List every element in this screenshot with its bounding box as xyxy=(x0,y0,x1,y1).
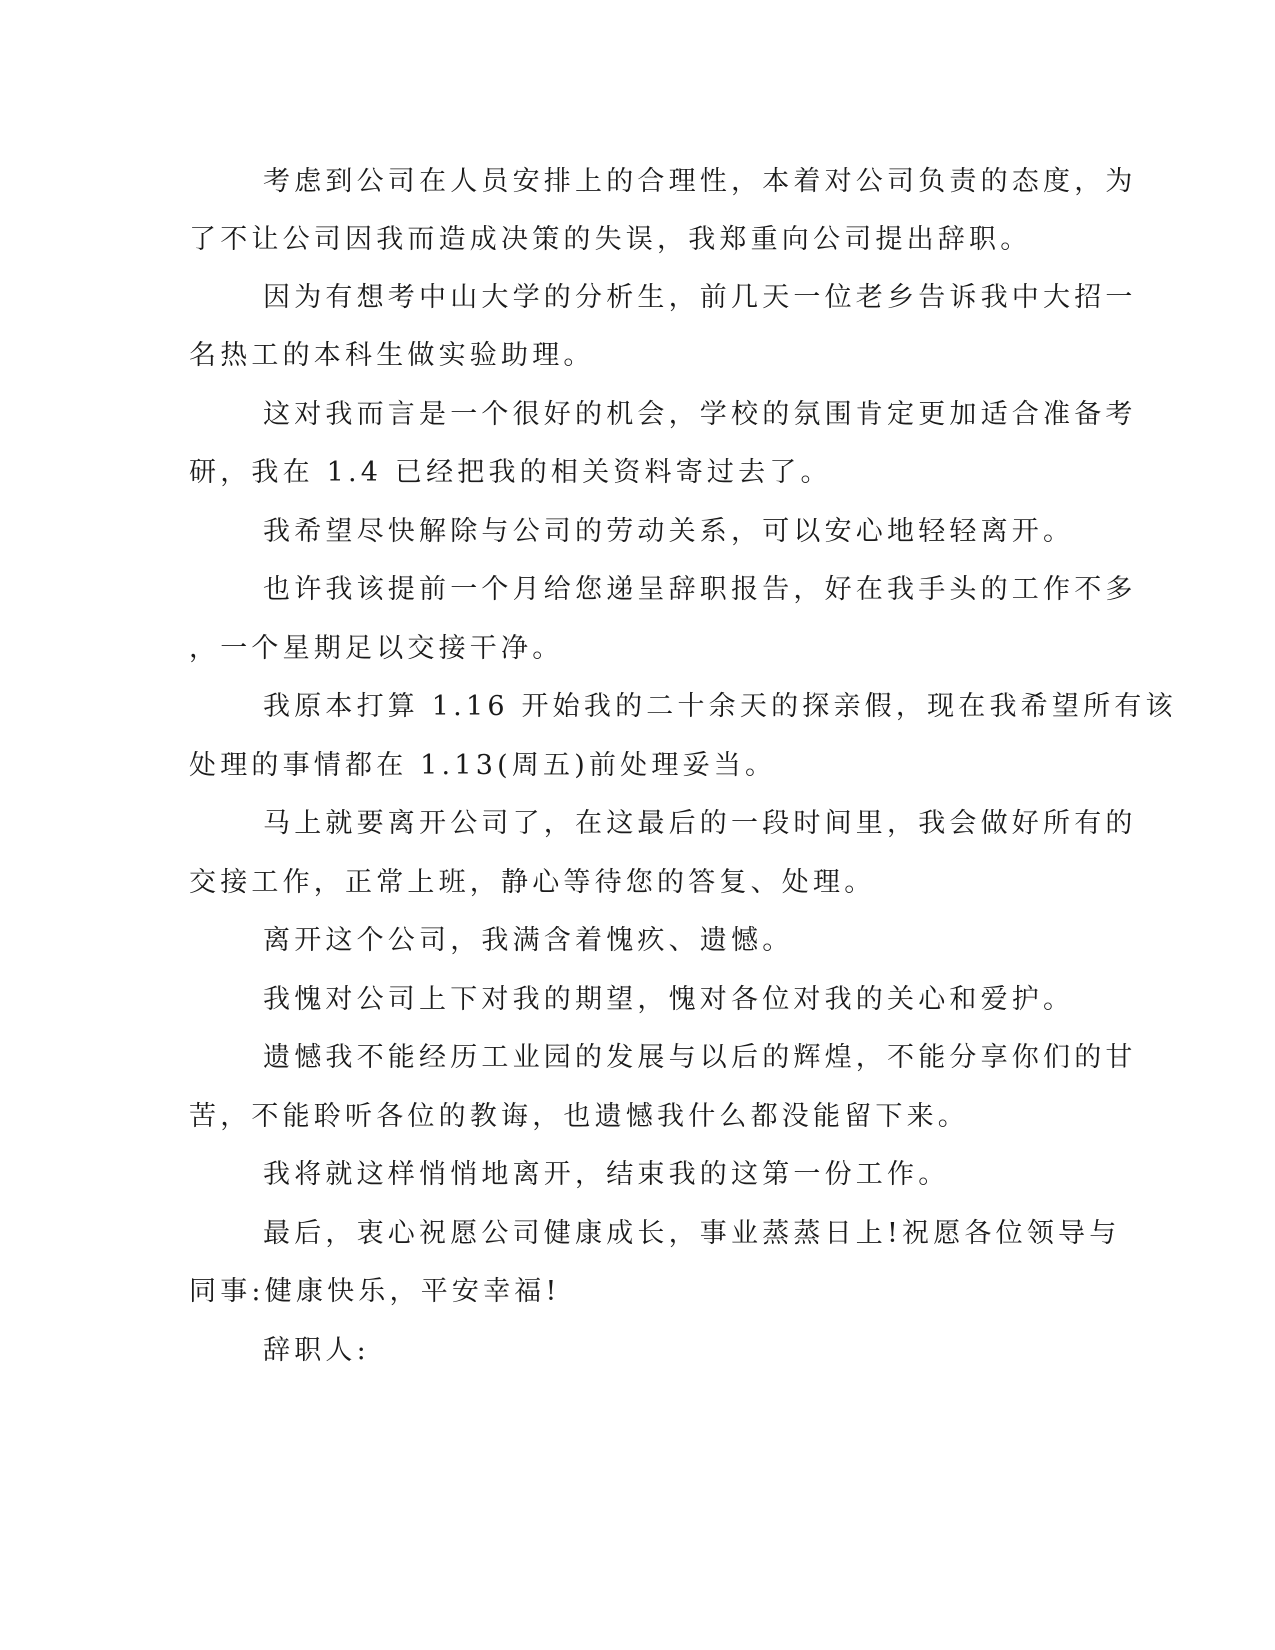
paragraph-line: 处理的事情都在 1.13(周五)前处理妥当。 xyxy=(189,750,777,781)
paragraph-line: 我希望尽快解除与公司的劳动关系，可以安心地轻轻离开。 xyxy=(263,516,1075,547)
paragraph-line: 也许我该提前一个月给您递呈辞职报告，好在我手头的工作不多 xyxy=(263,574,1137,605)
paragraph-line: 马上就要离开公司了，在这最后的一段时间里，我会做好所有的 xyxy=(263,808,1137,839)
paragraph-line: ，一个星期足以交接干净。 xyxy=(189,633,564,664)
paragraph-line: 我愧对公司上下对我的期望，愧对各位对我的关心和爱护。 xyxy=(263,984,1075,1015)
paragraph-line: 考虑到公司在人员安排上的合理性，本着对公司负责的态度，为 xyxy=(263,166,1137,197)
paragraph-line: 苦，不能聆听各位的教诲，也遗憾我什么都没能留下来。 xyxy=(189,1101,969,1132)
paragraph-line: 我原本打算 1.16 开始我的二十余天的探亲假，现在我希望所有该 xyxy=(263,691,1177,722)
paragraph-line: 了不让公司因我而造成决策的失误，我郑重向公司提出辞职。 xyxy=(189,224,1032,255)
paragraph-line: 同事:健康快乐，平安幸福! xyxy=(189,1276,561,1307)
paragraph-line: 研，我在 1.4 已经把我的相关资料寄过去了。 xyxy=(189,457,832,488)
paragraph-line: 因为有想考中山大学的分析生，前几天一位老乡告诉我中大招一 xyxy=(263,282,1137,313)
paragraph-line: 最后，衷心祝愿公司健康成长，事业蒸蒸日上!祝愿各位领导与 xyxy=(263,1218,1121,1249)
paragraph-line: 这对我而言是一个很好的机会，学校的氛围肯定更加适合准备考 xyxy=(263,399,1137,430)
paragraph-line: 离开这个公司，我满含着愧疚、遗憾。 xyxy=(263,925,794,956)
signature-label: 辞职人: xyxy=(263,1335,370,1366)
paragraph-line: 名热工的本科生做实验助理。 xyxy=(189,340,595,371)
paragraph-line: 交接工作，正常上班，静心等待您的答复、处理。 xyxy=(189,867,876,898)
paragraph-line: 我将就这样悄悄地离开，结束我的这第一份工作。 xyxy=(263,1159,950,1190)
paragraph-line: 遗憾我不能经历工业园的发展与以后的辉煌，不能分享你们的甘 xyxy=(263,1042,1137,1073)
